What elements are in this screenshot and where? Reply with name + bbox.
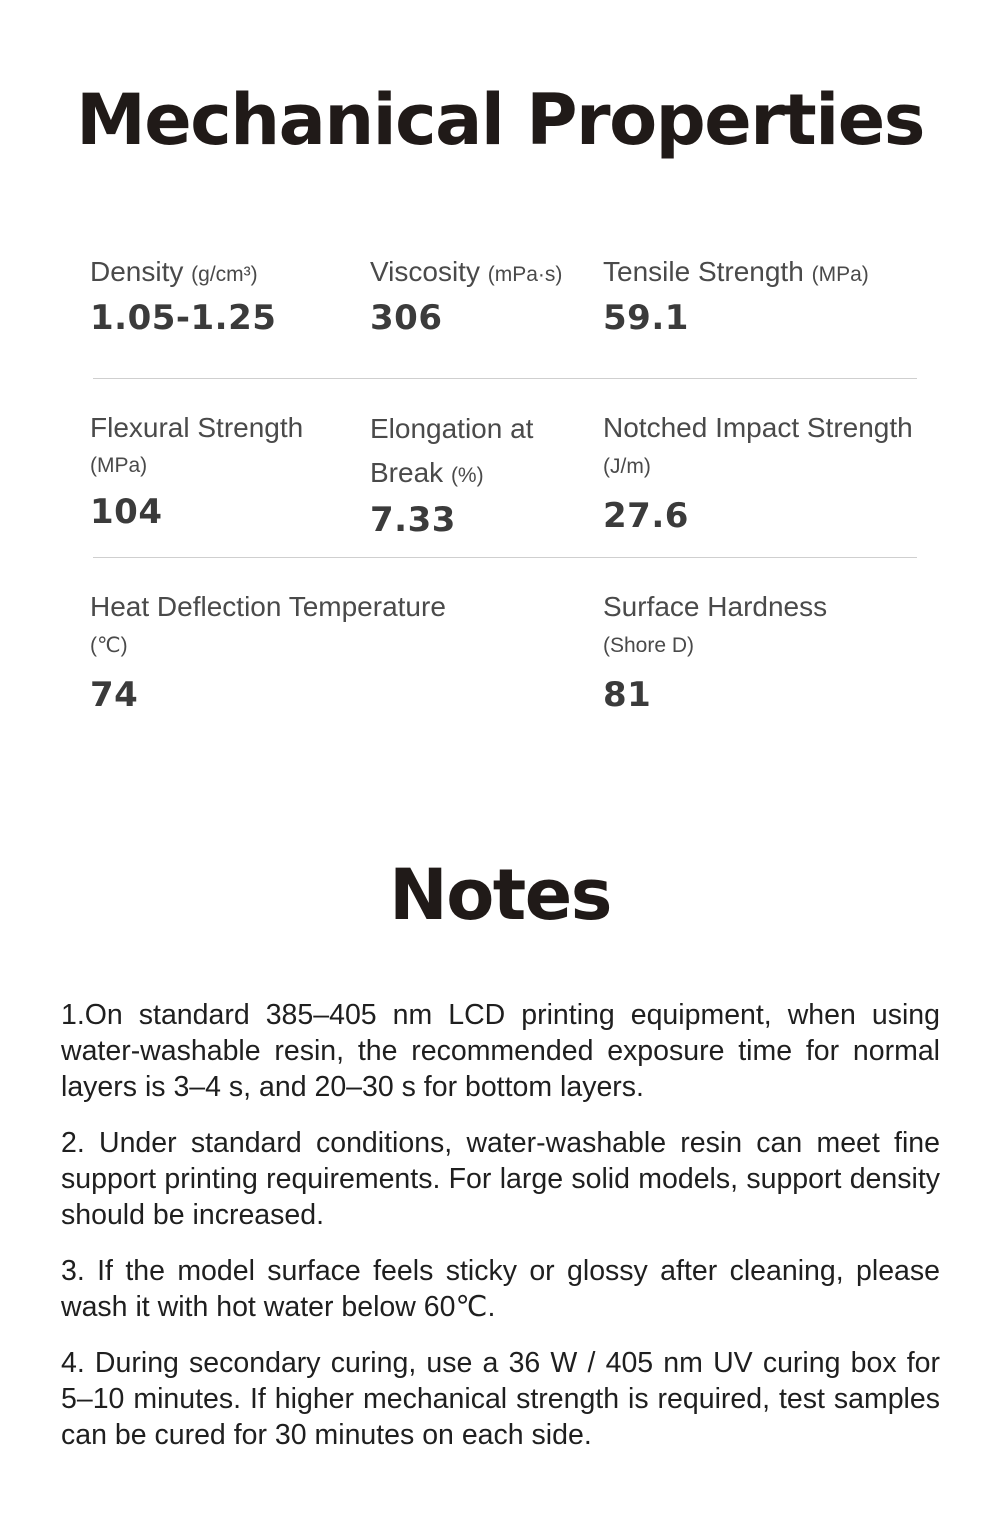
property-unit: (MPa): [90, 454, 148, 477]
property-value: 7.33: [370, 500, 456, 540]
property-density: [90, 251, 360, 340]
property-tensile-strength: [603, 251, 943, 340]
mechanical-properties-title: Mechanical Properties: [76, 79, 924, 161]
property-value: 74: [90, 675, 139, 715]
property-value: 1.05-1.25: [90, 298, 277, 338]
property-value: 59.1: [603, 298, 689, 338]
property-label: Elongation at Break: [370, 413, 534, 488]
row-divider: [93, 557, 917, 558]
property-unit: (mPa·s): [487, 263, 563, 286]
property-label: Surface Hardness: [603, 591, 828, 622]
property-surface-hardness: [603, 586, 943, 717]
property-label: Notched Impact Strength: [603, 412, 913, 443]
property-value: 104: [90, 492, 163, 532]
property-notched-impact-strength: [603, 407, 943, 538]
property-flexural-strength: [90, 407, 360, 534]
property-value: 27.6: [603, 496, 689, 536]
property-heat-deflection-temperature: [90, 586, 550, 717]
property-unit: (℃): [90, 634, 128, 657]
property-label: Heat Deflection Temperature: [90, 591, 446, 622]
property-value: 306: [370, 298, 443, 338]
property-label: Density: [90, 256, 184, 287]
note-item: 1.On standard 385–405 nm LCD printing equipment, when using water-washable resin, the recommended exposure time for normal layers is 3–4 s, and 20–30 s for bottom layers.: [61, 999, 940, 1103]
property-unit: (Shore D): [603, 634, 695, 657]
notes-list: [61, 997, 940, 1473]
note-item: 4. During secondary curing, use a 36 W / 405 nm UV curing box for 5–10 minutes. If higher mechanical strength is required, test samples can be cured for 30 minutes on each side.: [61, 1347, 940, 1451]
property-label: Tensile Strength: [603, 256, 804, 287]
note-item: 2. Under standard conditions, water-washable resin can meet fine support printing requirements. For large solid models, support density should be increased.: [61, 1127, 940, 1231]
row-divider: [93, 378, 917, 379]
property-unit: (%): [450, 464, 484, 487]
property-label: Flexural Strength: [90, 412, 304, 443]
property-value: 81: [603, 675, 652, 715]
note-item: 3. If the model surface feels sticky or glossy after cleaning, please wash it with hot water below 60℃.: [61, 1255, 940, 1323]
property-elongation-at-break: [370, 407, 570, 542]
property-unit: (g/cm³): [191, 263, 258, 286]
property-unit: (J/m): [603, 455, 651, 478]
notes-title: Notes: [389, 854, 611, 936]
property-viscosity: [370, 251, 600, 340]
property-unit: (MPa): [811, 263, 869, 286]
property-label: Viscosity: [370, 256, 480, 287]
